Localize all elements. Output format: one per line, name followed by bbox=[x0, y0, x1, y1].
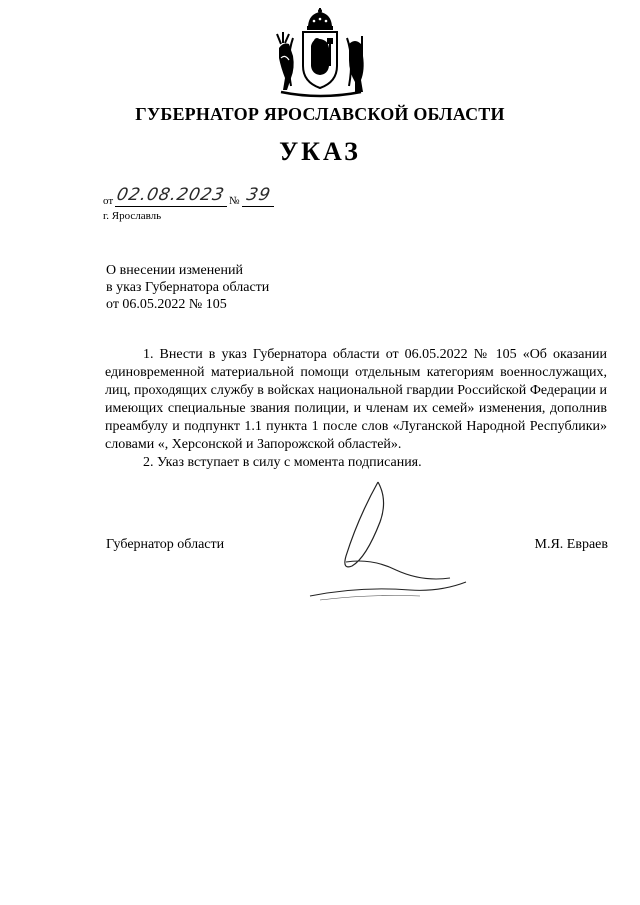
decree-paragraph: 2. Указ вступает в силу с момента подписания. bbox=[143, 455, 422, 470]
signatory-name: М.Я. Евраев bbox=[534, 537, 608, 552]
number-prefix: № bbox=[229, 195, 240, 207]
document-subject bbox=[106, 262, 269, 313]
subject-line: в указ Губернатора области bbox=[106, 280, 270, 295]
issuing-authority: ГУБЕРНАТОР ЯРОСЛАВСКОЙ ОБЛАСТИ bbox=[135, 104, 505, 124]
document-type-title: УКАЗ bbox=[279, 137, 361, 166]
decree-paragraph: 1. Внести в указ Губернатора области от 06.05.2022 № 105 «Об оказании единовременной материальной помощи отдельным категориям военнослужащих, лиц, проходящих службу в войсках национальной гвардии Российской Федерации и имеющих специальные звания полиции, и членам их семей» изменения, дополнив преамбулу и подпункт 1.1 пункта 1 после слов «Луганской Народной Республики» словами «, Херсонской и Запорожской областей». bbox=[105, 347, 607, 452]
subject-line: от 06.05.2022 № 105 bbox=[106, 297, 227, 312]
signature-block bbox=[106, 537, 608, 555]
registration-line bbox=[103, 185, 303, 209]
issue-city: г. Ярославль bbox=[103, 210, 162, 222]
subject-line: О внесении изменений bbox=[106, 263, 243, 278]
coat-of-arms-icon bbox=[271, 8, 369, 98]
decree-body bbox=[105, 346, 607, 472]
date-prefix: от bbox=[103, 195, 114, 207]
signatory-position: Губернатор области bbox=[106, 537, 225, 552]
number-underline bbox=[242, 206, 274, 207]
registration-number: 39 bbox=[244, 185, 273, 205]
registration-date: 02.08.2023 bbox=[114, 185, 227, 205]
date-underline bbox=[115, 206, 227, 207]
